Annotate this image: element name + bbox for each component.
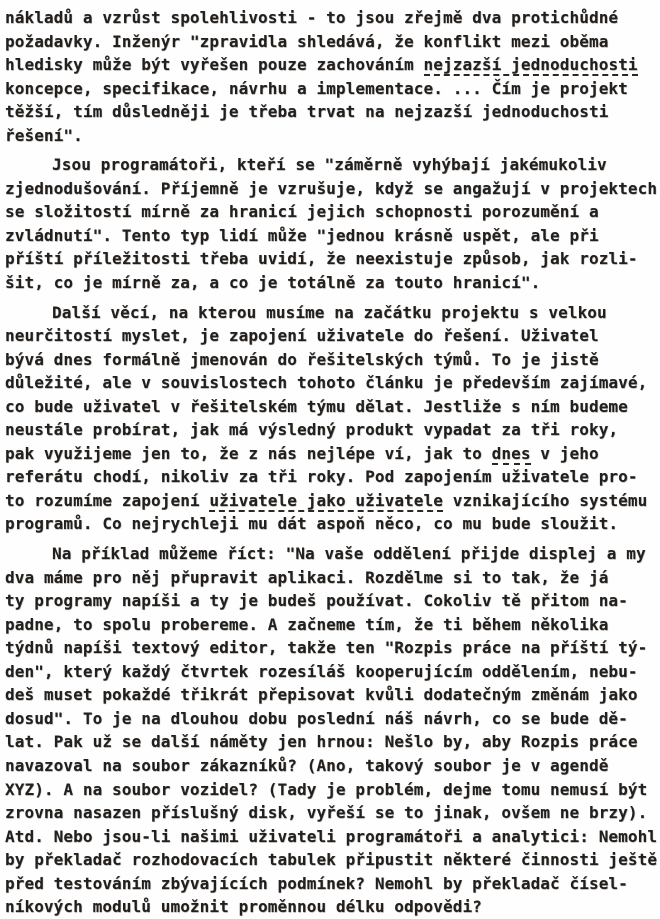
text-line [5, 636, 658, 660]
text-segment: programů. Co nejrychleji mu dát aspoň něco, co mu bude sloužit. [5, 514, 619, 534]
text-segment: Atd. Nebo jsou-li našimi uživateli programátoři a analytici: Nemohl [5, 826, 658, 846]
text-line [5, 30, 658, 54]
text-segment: řešení". [5, 125, 83, 145]
text-line [5, 848, 658, 872]
paragraph-1 [5, 6, 658, 147]
text-segment: to rozumíme zapojení [5, 490, 210, 510]
text-segment: pak využijeme jen to, že z nás nejlépe ví, jak to [5, 443, 492, 463]
text-line [5, 177, 658, 201]
text-segment: hledisky může být vyřešen pouze zachováním [5, 55, 424, 75]
text-segment: lat. Pak už se další náměty jen hrnou: Nešlo by, aby Rozpis práce [5, 732, 638, 752]
text-line [5, 872, 658, 896]
text-line [5, 224, 658, 248]
text-line [5, 153, 658, 177]
text-segment: zrovna nasazen příslušný disk, vyřeší se to jinak, ovšem ne brzy). [5, 803, 648, 823]
text-line [5, 53, 658, 77]
text-segment: by překladač rozhodovacích tabulek připustit některé činnosti ještě [5, 850, 658, 870]
text-segment: zjednodušování. Příjemně je vzrušuje, když se angažují v projektech [5, 178, 658, 198]
text-segment: v jeho [530, 443, 599, 463]
text-segment: XYZ). A na soubor vozidel? (Tady je problém, dejme tomu nemusí být [5, 779, 648, 799]
text-line [5, 100, 658, 124]
text-segment: nákladů a vzrůst spolehlivosti - to jsou zřejmě dva protichůdné [5, 8, 619, 27]
text-segment: bývá dnes formálně jmenován do řešitelských týmů. To je jistě [5, 349, 599, 369]
text-line [5, 418, 658, 442]
text-segment: navazoval na soubor zákazníků? (Ano, takový soubor je v agendě [5, 755, 609, 775]
text-segment: zvládnutí". Tento typ lidí může "jednou krásně uspět, ale při [5, 225, 599, 245]
text-line [5, 754, 658, 778]
text-segment: níkových modulů umožnit proměnnou délku odpovědi? [5, 897, 482, 917]
text-segment: příští příležitosti třeba uvidí, že neexistuje způsob, jak rozli- [5, 249, 638, 269]
text-line [5, 371, 658, 395]
text-line [5, 589, 658, 613]
text-line [5, 324, 658, 348]
text-line [5, 895, 658, 919]
text-line [5, 77, 658, 101]
paragraph-4 [5, 542, 658, 919]
text-segment: šit, co je mírně za, a co je totálně za touto hranicí". [5, 273, 541, 293]
text-segment: těžší, tím důsledněji je třeba trvat na nejzazší jednoduchosti [5, 102, 609, 122]
text-line [5, 489, 658, 513]
text-segment: Na příklad můžeme říct: "Na vaše oddělení přijde displej a my [52, 544, 646, 564]
text-segment: se složitostí mírně za hranicí jejich schopnosti porozumění a [5, 202, 599, 222]
text-line [5, 778, 658, 802]
text-segment: dva máme pro něj přupravit aplikaci. Rozdělme si to tak, že já [5, 567, 609, 587]
text-line [5, 6, 658, 30]
text-line [5, 566, 658, 590]
text-segment: Jsou programátoři, kteří se "záměrně vyhýbají jakémukoliv [52, 155, 607, 175]
text-segment: před testováním zbývajících podmínek? Nemohl by překladač čísel- [5, 873, 628, 893]
text-line [5, 660, 658, 684]
text-segment: důležité, ale v souvislostech tohoto článku je především zajímavé, [5, 373, 648, 393]
text-segment: deš muset pokaždé třikrát přepisovat kvůli dodatečným změnám jako [5, 685, 638, 705]
text-segment: koncepce, specifikace, návrhu a implementace. ... Čím je projekt [5, 78, 628, 98]
text-line [5, 683, 658, 707]
text-segment: dosud". To je na dlouhou dobu poslední náš návrh, co se bude dě- [5, 708, 628, 728]
text-line [5, 542, 658, 566]
text-line [5, 301, 658, 325]
text-segment: požadavky. Inženýr "zpravidla shledává, že konflikt mezi oběma [5, 31, 609, 51]
paragraph-3 [5, 301, 658, 536]
text-line [5, 247, 658, 271]
text-line [5, 200, 658, 224]
text-segment: ty programy napíši a ty je budeš používat. Cokoliv tě přitom na- [5, 591, 628, 611]
underlined-text: dnes [491, 443, 531, 463]
text-line [5, 825, 658, 849]
text-segment: den", který každý čtvrtek rozesíláš kooperujícím oddělením, nebu- [5, 661, 638, 681]
text-line [5, 271, 658, 295]
text-line [5, 613, 658, 637]
underlined-text: uživatele jako uživatele [209, 490, 443, 510]
text-segment: Další věcí, na kterou musíme na začátku projektu s velkou [52, 302, 607, 322]
paragraph-2 [5, 153, 658, 294]
text-segment: neustále probírat, jak má výsledný produkt vypadat za tři roky, [5, 420, 619, 440]
text-line [5, 465, 658, 489]
text-segment: neurčitostí myslet, je zapojení uživatele do řešení. Uživatel [5, 326, 599, 346]
text-line [5, 730, 658, 754]
text-line [5, 801, 658, 825]
text-segment: padne, to spolu probereme. A začneme tím, že ti během několika [5, 614, 609, 634]
text-segment: týdnů napíši textový editor, takže ten "Rozpis práce na příští tý- [5, 638, 648, 658]
underlined-text: nejzazší jednoduchosti [423, 55, 638, 75]
text-segment: co bude uživatel v řešitelském týmu dělat. Jestliže s ním budeme [5, 396, 628, 416]
text-line [5, 348, 658, 372]
text-line [5, 442, 658, 466]
text-line [5, 395, 658, 419]
text-segment: vznikajícího systému [442, 490, 648, 510]
text-line [5, 512, 658, 536]
text-line [5, 707, 658, 731]
text-line [5, 124, 658, 148]
text-segment: referátu chodí, nikoliv za tři roky. Pod zapojením uživatele pro- [5, 467, 638, 487]
